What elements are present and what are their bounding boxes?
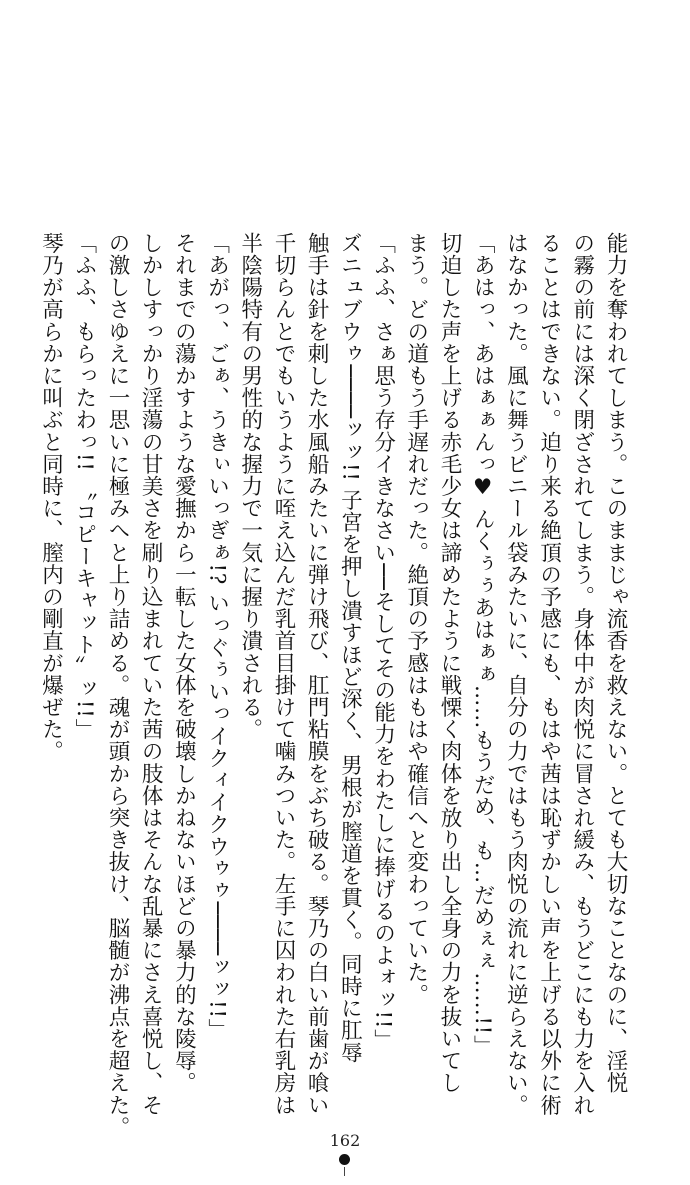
text-line: の激しさゆえに一思いに極みへと上り詰める。魂が頭から突き抜け、脳髄が沸点を超えた。	[104, 232, 130, 1139]
page-number: 162	[329, 1131, 361, 1150]
text-line: ることはできない。迫り来る絶頂の予感にも、もはや茜は恥ずかしい声を上げる以外に術	[536, 232, 562, 1116]
folio-tick-icon	[344, 1167, 345, 1176]
text-line: 琴乃が高らかに叫ぶと同時に、膣内の剛直が爆ぜた。	[38, 232, 64, 763]
folio-dot-icon	[339, 1154, 350, 1165]
text-line: 「あがっ、ごぁ、うきぃいっぎぁ!? いっぐぅいっイクィイクウゥゥ────ッッ!!」	[204, 232, 230, 1041]
text-line: 切迫した声を上げる赤毛少女は諦めたように戦慄く肉体を放り出し全身の力を抜いてし	[436, 232, 462, 1094]
text-line: 千切らんとでもいうように咥え込んだ乳首目掛けて噛みついた。左手に囚われた右乳房は	[270, 232, 296, 1116]
text-line: 半陰陽特有の男性的な握力で一気に握り潰される。	[237, 232, 263, 741]
text-line: 触手は針を刺した水風船みたいに弾け飛び、肛門粘膜をぶち破る。琴乃の白い前歯が喰い	[304, 232, 330, 1116]
text-line: それまでの蕩かすような愛撫から一転した女体を破壊しかねないほどの暴力的な陵辱。	[171, 232, 197, 1094]
text-line: 「ふふ、もらったわっ!! 〝コピーキャット〟ッ!!」	[71, 232, 97, 741]
text-line: はなかった。風に舞うビニール袋みたいに、自分の力ではもう肉悦の流れに逆らえない。	[503, 232, 529, 1116]
text-line: ズニュブウゥ────ッッ!! 子宮を押し潰すほど深く、男根が膣道を貫く。同時に肛辱	[337, 232, 363, 1064]
text-line: 「ふふ、さぁ思う存分イきなさい──そしてその能力をわたしに捧げるのよォッ!!」	[370, 232, 396, 1052]
text-line: まう。どの道もう手遅れだった。絶頂の予感はもはや確信へと変わっていた。	[403, 232, 429, 1006]
body-text	[34, 232, 632, 1139]
text-line: の霧の前には深く閉ざされてしまう。身体中が肉悦に冒され緩み、もうどこにも力を入れ	[569, 232, 595, 1116]
text-line: 能力を奪われてしまう。このままじゃ流香を救えない。とても大切なことなのに、淫悦	[603, 232, 628, 1094]
text-line: しかしすっかり淫蕩の甘美さを刷り込まれていた茜の肢体はそんな乱暴にさえ喜悦し、そ	[138, 232, 164, 1116]
text-line: 「あはっ、あはぁぁんっ♥ んくぅぅあはぁぁ……もうだめ、も…だめぇぇ……!!」	[470, 232, 496, 1058]
